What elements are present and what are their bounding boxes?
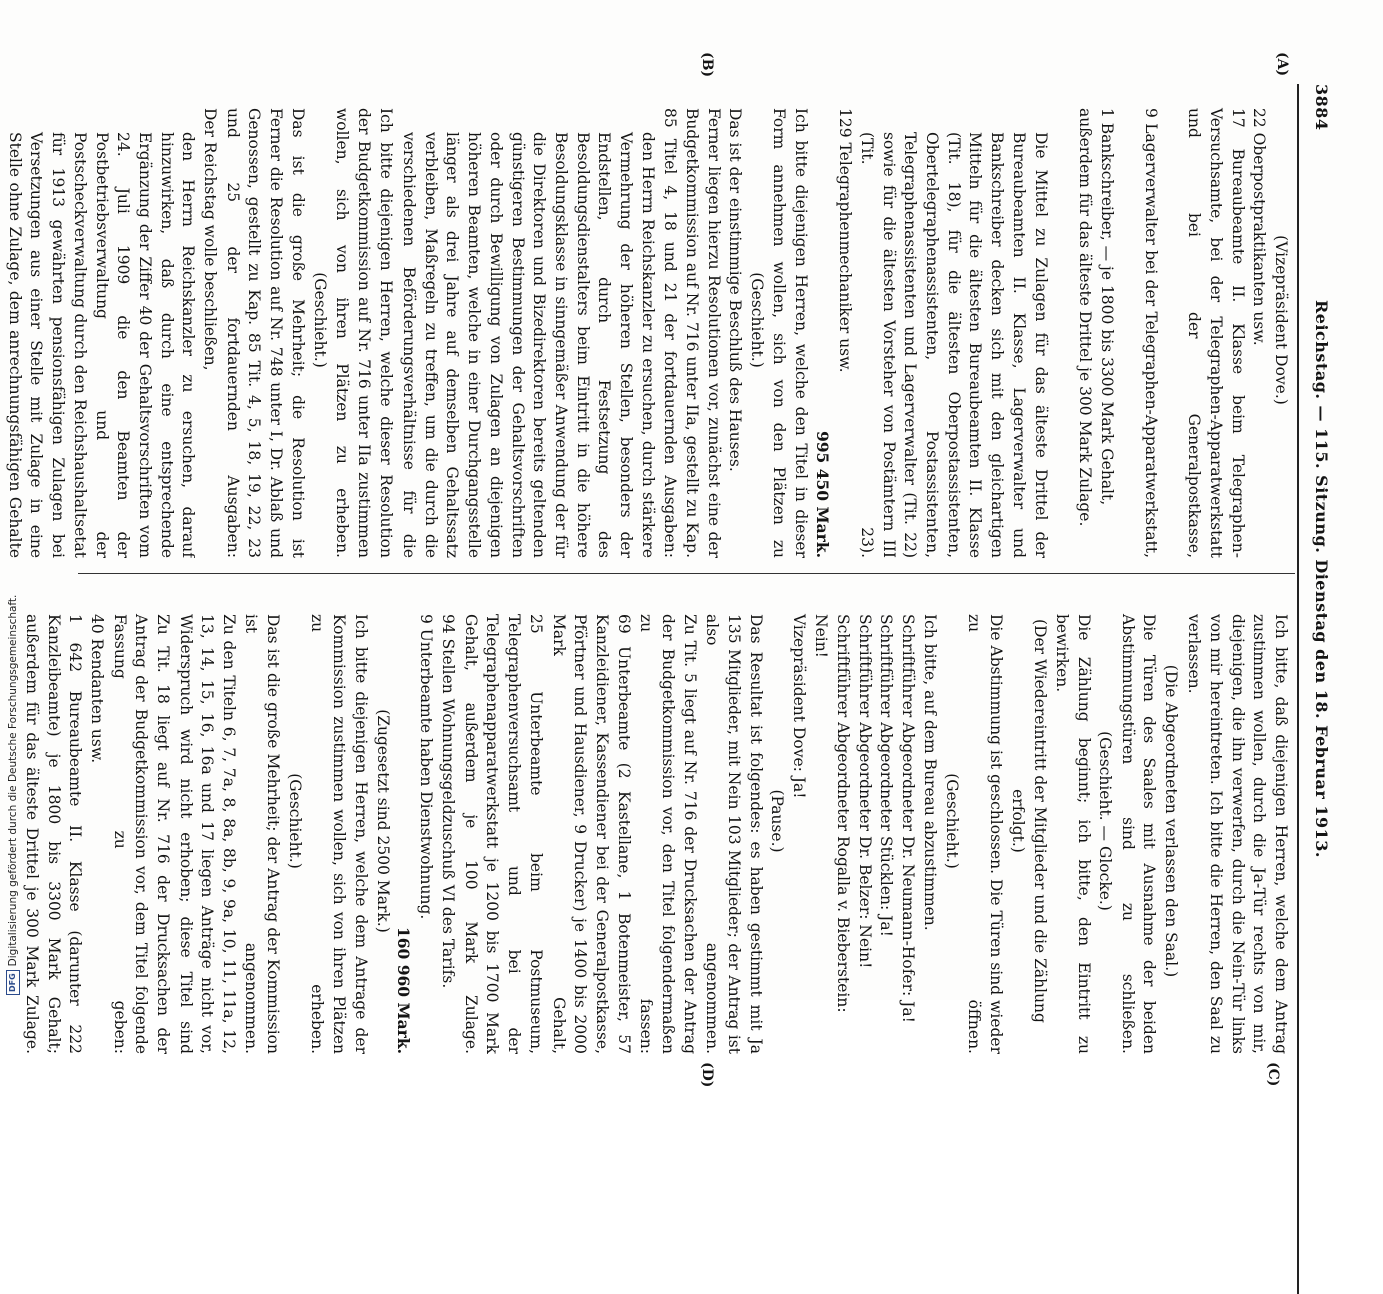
list-item: 9 Unterbeamte haben Dienstwohnung. (416, 614, 435, 920)
right-column (0, 588, 1291, 1054)
list-item: 69 Unterbeamte (2 Kastellane, 1 Botenmeister, 57 Kanzleidiener, Kassendiener bei der Generalpostkasse, Pförtner und Hausdiener, 9 Drucker) je 1400 bis 2000 Mark Gehalt, (549, 614, 633, 1054)
paragraph: Ferner liegen hierzu Resolutionen vor, zunächst eine der Budgetkommission auf Nr. 716 unter IIa, gestellt zu Kap. 85 Titel 4, 18 und 21 der fortdauernden Ausgaben: (661, 108, 723, 558)
paragraph: Ich bitte, daß diejenigen Herren, welche dem Antrag zustimmen wollen, durch die Ja-Tür rechts von mir, diejenigen, die ihn verwerfen, durch die Nein-Tür links von mir hereintreten. Ich bitte die Herren, den Saal zu verlassen. (1185, 614, 1290, 1054)
list-item: 9 Lagerverwalter bei der Telegraphen-Apparatwerkstatt, (1141, 108, 1160, 558)
speaker-note: (Vizepräsident Dove.) (1272, 235, 1290, 405)
paragraph: Ich bitte diejenigen Herren, welche dem Antrage der Kommission zustimmen wollen, sich von ihren Plätzen zu erheben. (308, 614, 370, 1054)
secretary-vote: Schriftführer Abgeordneter Stücklen: Ja! (877, 614, 896, 937)
list-item: 129 Telegraphenmechaniker usw. (835, 108, 854, 373)
stage-direction: (Pause.) (768, 789, 787, 853)
stage-direction: (Die Abgeordneten verlassen den Saal.) (1162, 664, 1180, 978)
secretary-vote: Schriftführer Abgeordneter Dr. Belzer: Nein! (855, 614, 874, 969)
dfg-logo-icon: DFG (6, 970, 20, 995)
total-amount: 995 450 Mark. (812, 430, 832, 558)
header-rule (1297, 84, 1299, 1294)
stage-direction: (Zugesetzt sind 2500 Mark.) (373, 709, 392, 933)
paragraph: Die Zählung beginnt; ich bitte, den Eintritt zu bewirken. (1052, 614, 1093, 1054)
credit-text: Digitalisierung gefördert durch die Deutsche Forschungsgemeinschaft. (7, 594, 19, 967)
paragraph: Die Abstimmung ist geschlossen. Die Türen sind wieder zu öffnen. (964, 614, 1005, 1054)
margin-marker-b: (B) (699, 52, 715, 78)
running-title: Reichstag. — 115. Sitzung. Dienstag den 18. Februar 1913. (1312, 300, 1331, 858)
margin-marker-d: (D) (699, 1062, 715, 1088)
paragraph: Zu Tit. 5 liegt auf Nr. 716 der Drucksachen der Antrag der Budgetkommission vor, den Titel folgendermaßen zu fassen: (637, 614, 699, 1054)
resolution-text: den Herrn Reichskanzler zu ersuchen, durch stärkere Vermehrung der höheren Stellen, besonders der Endstellen, durch Festsetzung des Besoldungsdienstalters beim Eintritt in die höhere Besoldungsklasse in sinngemäßer Anwendung der für die Direktoren und Bizedirektoren bereits geltenden günstigeren Bestimmungen der Gehaltsvorschriften oder durch Bewilligung von Zulagen an diejenigen höheren Beamten, welche in einer Durchgangsstelle länger als drei Jahre auf demselben Gehaltssatz verbleiben, Maßregeln zu treffen, um die durch die verschiedenen Beförderungsverhältnisse für die (400, 132, 657, 558)
paragraph: Die Mittel zu Zulagen für das älteste Drittel der Bureaubeamten II. Klasse, Lagerverwalter und Bankschreiber decken sich mit den gleichartigen Mitteln für die ältesten Bureaubeamten II. Klasse (Tit. 18), für die ältesten Oberpostassistenten, Obertelegraphenassistenten, Postassistenten, Telegraphenassistenten und Lagerverwalter (Tit. 22) sowie für die ältesten Vorsteher von Postämtern III (Tit. 23). (857, 132, 1050, 558)
paragraph: Ich bitte diejenigen Herren, welche dieser Resolution der Budgetkommission auf Nr. 716 unter IIa zustimmen wollen, sich von ihren Plätzen zu erheben. (333, 108, 395, 558)
paragraph: Zu den Titeln 6, 7, 7a, 8, 8a, 8b, 9, 9a, 10, 11, 11a, 12, 13, 14, 15, 16, 16a und 17 liegen Anträge nicht vor, Widerspruch wird nicht erhoben; diese Titel sind (176, 614, 239, 1054)
president-vote: Vizepräsident Dove: Ja! (790, 614, 809, 799)
secretary-vote: Schriftführer Abgeordneter Rogalla v. Bieberstein: Nein! (812, 614, 853, 1013)
stage-direction: (Der Wiedereintritt der Mitglieder und die Zählung erfolgt.) (1008, 619, 1049, 1023)
list-item: 40 Rendanten usw. (88, 614, 107, 764)
paragraph: Ich bitte, auf dem Bureau abzustimmen. (920, 614, 939, 931)
page-number: 3884 (1312, 84, 1331, 131)
stage-direction: (Geschieht.) (310, 272, 329, 368)
stage-direction: (Geschieht. — Glocke.) (1096, 731, 1115, 911)
list-item: 1 642 Bureaubeamte II. Klasse (darunter 222 Kanzleibeamte) je 1800 bis 3300 Mark Gehalt; außerdem für das älteste Drittel je 300 Mark Zulage. (23, 614, 85, 1054)
stage-direction: (Geschieht.) (285, 773, 304, 869)
column-divider (78, 573, 1295, 574)
stage-direction: (Geschieht.) (942, 773, 961, 869)
total-amount: 160 960 Mark. (394, 926, 414, 1054)
list-item: 25 Unterbeamte beim Postmuseum, Telegraphenversuchsamt und bei der Telegraphenapparatwerkstatt je 1200 bis 1700 Mark Gehalt, außerdem je 100 Mark Zulage. (461, 614, 545, 1054)
list-item: 94 Stellen Wohnungsgeldzuschuß VI des Tarifs. (438, 614, 457, 989)
secretary-vote: Schriftführer Abgeordneter Dr. Neumann-Hofer: Ja! (899, 614, 918, 1023)
digitization-credit (4, 594, 28, 995)
paragraph: Die Türen des Saales mit Ausnahme der beiden Abstimmungstüren sind zu schließen. (1118, 614, 1159, 1054)
paragraph: Das ist die große Mehrheit; der Antrag der Kommission ist angenommen. (242, 614, 283, 1054)
margin-marker-a: (A) (1274, 52, 1290, 77)
paragraph: Ich bitte diejenigen Herren, welche den Titel in dieser Form annehmen wollen, sich von den Plätzen zu (770, 108, 811, 558)
list-item: 1 Bankschreiber, — je 1800 bis 3300 Mark Gehalt, außerdem für das älteste Drittel je 300 Mark Zulage. (1075, 108, 1116, 527)
paragraph: Ferner die Resolution auf Nr. 748 unter I, Dr. Ablaß und Genossen, gestellt zu Kap. 85 Tit. 4, 5, 18, 19, 22, 23 und 25 der fortdauernden Ausgaben: (223, 108, 286, 558)
left-column (0, 82, 1291, 558)
margin-marker-c: (C) (1265, 1062, 1281, 1087)
paragraph: Das ist der einstimmige Beschluß des Hauses. (726, 108, 745, 472)
list-item: 17 Bureaubeamte II. Klasse beim Telegraphen-Versuchsamte, bei der Telegraphen-Apparatwerkstatt und bei der Generalpostkasse, (1185, 108, 1247, 558)
paragraph: Das ist die große Mehrheit; die Resolution ist (289, 108, 308, 558)
paragraph: Zu Tit. 18 liegt auf Nr. 716 der Drucksachen der Antrag der Budgetkommission vor, dem Titel folgende Fassung zu geben: (110, 614, 173, 1054)
vote-result: Das Resultat ist folgendes: es haben gestimmt mit Ja 135 Mitglieder, mit Nein 103 Mitglieder; der Antrag ist also angenommen. (703, 614, 765, 1054)
paragraph: Der Reichstag wolle beschließen, (201, 108, 220, 371)
resolution-text: den Herrn Reichskanzler zu ersuchen, darauf hinzuwirken, daß durch eine entsprechende Ergänzung der Ziffer 40 der Gehaltsvorschriften vom 24. Juli 1909 die den Beamten der Postbetriebsverwaltung und der Postscheckverwaltung durch den Reichshaushaltsetat für 1913 gewährten pensionsfähigen Zulagen bei Versetzungen aus einer Stelle mit Zulage in eine Stelle ohne Zulage, dem anrechnungsfähigen Gehalte (5, 132, 198, 558)
stage-direction: (Geschieht.) (748, 272, 767, 368)
list-item: 22 Oberpostpraktikanten usw. (1250, 108, 1269, 346)
